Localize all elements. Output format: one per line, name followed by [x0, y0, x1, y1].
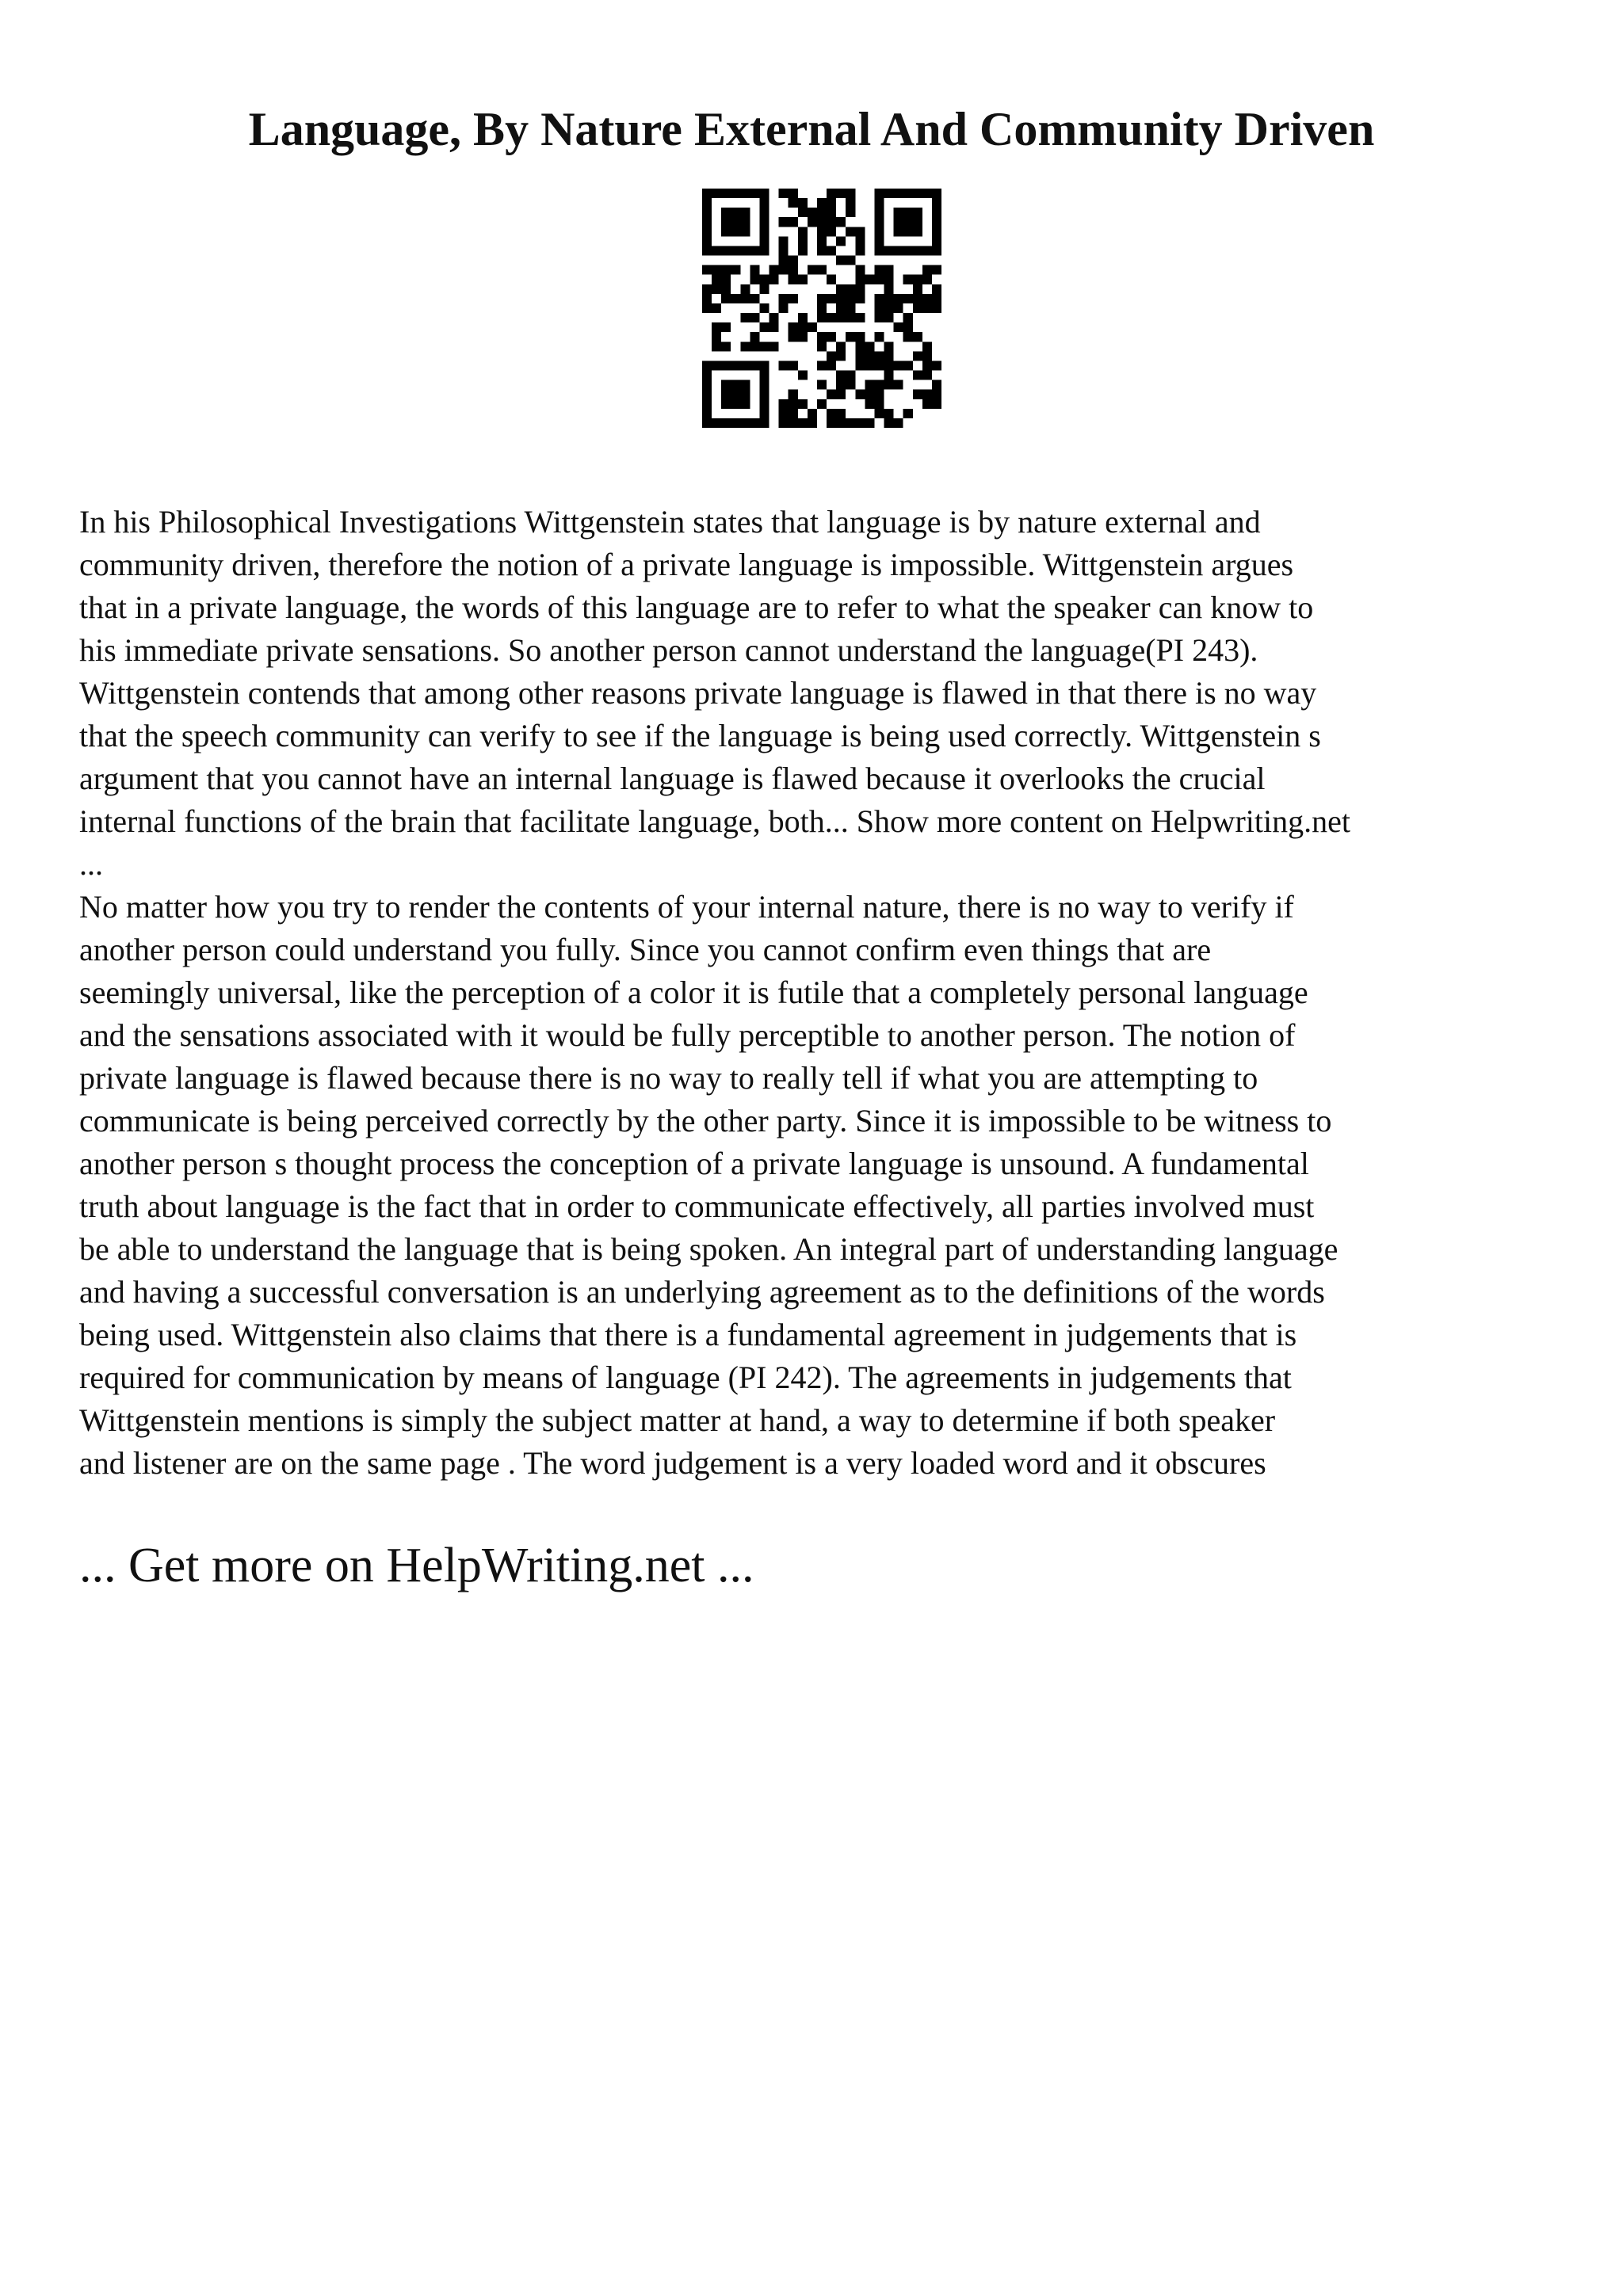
body-line: internal functions of the brain that facilitate language, both... Show more content on Helpwriting.net	[79, 803, 1351, 839]
body-line: seemingly universal, like the perception of a color it is futile that a completely personal language	[79, 974, 1308, 1010]
body-line: his immediate private sensations. So another person cannot understand the language(PI 243).	[79, 632, 1258, 668]
document-title: Language, By Nature External And Community Driven	[248, 103, 1375, 155]
body-line: Wittgenstein contends that among other reasons private language is flawed in that there is no way	[79, 675, 1317, 711]
body-line: truth about language is the fact that in order to communicate effectively, all parties involved must	[79, 1188, 1315, 1224]
body-line: another person s thought process the conception of a private language is unsound. A fundamental	[79, 1146, 1309, 1181]
body-line: and the sensations associated with it would be fully perceptible to another person. The notion of	[79, 1017, 1296, 1053]
body-line: another person could understand you fully. Since you cannot confirm even things that are	[79, 932, 1212, 967]
body-line: that in a private language, the words of this language are to refer to what the speaker can know to	[79, 589, 1314, 625]
body-line: be able to understand the language that is being spoken. An integral part of understanding language	[79, 1231, 1338, 1267]
body-line: argument that you cannot have an internal language is flawed because it overlooks the crucial	[79, 761, 1266, 796]
body-line: communicate is being perceived correctly by the other party. Since it is impossible to be witness to	[79, 1103, 1332, 1138]
body-line: In his Philosophical Investigations Wittgenstein states that language is by nature external and	[79, 504, 1261, 540]
qr-code-icon	[702, 189, 941, 428]
body-line: ...	[79, 846, 103, 882]
body-line: private language is flawed because there is no way to really tell if what you are attempting to	[79, 1060, 1258, 1096]
get-more-link[interactable]: ... Get more on HelpWriting.net ...	[79, 1539, 754, 1592]
body-line: and listener are on the same page . The word judgement is a very loaded word and it obscures	[79, 1445, 1266, 1481]
document-body	[79, 501, 1569, 1485]
body-line: No matter how you try to render the contents of your internal nature, there is no way to verify if	[79, 889, 1294, 925]
body-line: required for communication by means of language (PI 242). The agreements in judgements that	[79, 1360, 1292, 1395]
body-line: community driven, therefore the notion of a private language is impossible. Wittgenstein argues	[79, 547, 1294, 582]
body-line: and having a successful conversation is an underlying agreement as to the definitions of the words	[79, 1274, 1325, 1310]
body-line: that the speech community can verify to see if the language is being used correctly. Wittgenstein s	[79, 718, 1321, 753]
body-line: being used. Wittgenstein also claims that there is a fundamental agreement in judgements that is	[79, 1317, 1297, 1352]
body-line: Wittgenstein mentions is simply the subject matter at hand, a way to determine if both speaker	[79, 1402, 1276, 1438]
